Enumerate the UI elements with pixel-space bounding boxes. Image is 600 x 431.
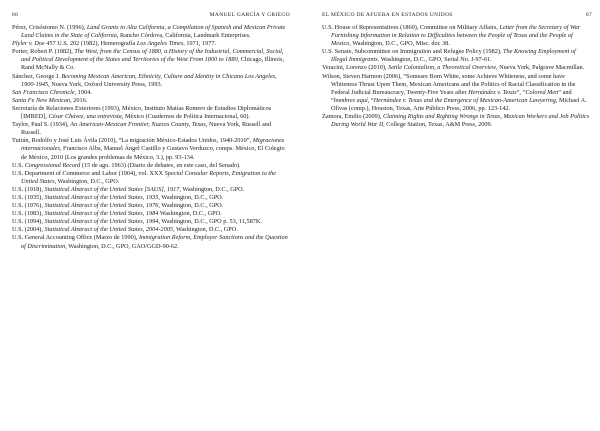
entry-text: Secretaría de Relaciones Exteriores (1993), México, Instituto Matías Romero de Estudios Diplomáticos [IMRED], <box>12 104 272 121</box>
bibliography-entry <box>12 218 290 226</box>
entry-text: (15 de ago. 1963) (Diario de debates, en este caso, del Senado). <box>80 161 241 169</box>
entry-title-italic: Congressional Record <box>24 161 81 169</box>
entry-title-italic: César Chávez, una entrevista <box>48 113 122 121</box>
entry-title-italic: Statistical Abstract of the United States [SAUS], 1917 <box>44 185 180 193</box>
entry-text: , College Station, Texas, A&M Press, 2009. <box>383 121 493 129</box>
entry-text: , Nueva York, Russell and Russell. <box>21 121 271 137</box>
entry-text: , 1904. <box>74 88 92 96</box>
entry-text: U.S. Senate, Subcommittee on Immigration and Refugee Policy (1982), <box>322 48 504 56</box>
entry-text: Washington, D.C., GPO. <box>158 210 222 218</box>
bibliography-entry <box>322 48 592 64</box>
entry-text: ” and “ <box>331 88 572 104</box>
entry-title-italic: Settle Colonialism, a Theoretical Overview <box>388 64 497 72</box>
entry-text: U.S. (1983), <box>12 210 45 218</box>
entry-text: Sánchez, George J. <box>12 72 62 80</box>
entry-title-italic: Statistical Abstract of the United States, 2004-2005 <box>44 226 173 234</box>
entry-title-italic: Claiming Rights and Righting Wrongs in Texas, Mexican Workers and Job Politics During World War II <box>331 113 590 129</box>
entry-text: U.S. General Accounting Office (Marzo de 1990), <box>12 234 139 242</box>
entry-text: U.S. House of Representatives (1860), Committee on Military Affairs, <box>322 24 500 31</box>
entry-text: , Washington, D.C., GPO. <box>158 193 224 201</box>
bibliography-entry <box>12 170 290 186</box>
entry-title-italic: Letter from the Secretary of War Furnishing Information in Relation to Difficulties between the People of Texas and the People of Mexico <box>331 24 581 48</box>
entry-text: U.S. (1976), <box>12 202 45 210</box>
entry-text: , Francisco Alba, Manuel Ángel Castillo y Gustavo Verduzco, comps. México, El Colegio de México, 2010 (Los grandes problemas de México, 3.), pp. 93-134. <box>21 145 285 161</box>
bibliography-entry <box>12 194 290 202</box>
entry-text: , Nueva York, Palgrave Macmillan. <box>496 64 585 72</box>
entry-title-italic: Hernández v. Texas <box>468 88 517 96</box>
entry-text: Porter, Robert P. (1882), <box>12 48 75 56</box>
entry-title-italic: Colored Men <box>525 88 559 96</box>
entry-text: , Washington, D.C., GPO, GAO/GGD-90-62. <box>65 242 179 250</box>
entry-text: Pérez, Crisóstomo N. (1996), <box>12 24 87 31</box>
entry-text: Zamora, Emilio (2009), <box>322 113 383 121</box>
bibliography-entry <box>12 186 290 194</box>
entry-text: , Washington, D.C., GPO, Misc. doc 38. <box>349 40 450 48</box>
entry-text: U.S. <box>12 161 25 169</box>
running-head-title: EL MÉXICO DE AFUERA EN ESTADOS UNIDOS <box>322 12 453 18</box>
bibliography-entry <box>12 210 290 218</box>
entry-text: , Michael A. Olivas (comp.), Houston, Texas, Arte Público Press, 2006, pp. 123-142. <box>331 96 587 112</box>
bibliography-entry <box>12 24 290 40</box>
entry-text: , Washington, D.C., GPO. <box>179 185 245 193</box>
running-head <box>322 12 592 22</box>
bibliography-entry <box>12 137 290 161</box>
entry-title-italic: Statistical Abstract of the United States, 1984 <box>44 210 159 218</box>
entry-title-italic: Plyler v. Doe <box>12 40 45 48</box>
entry-text: 457 U.S. 202 (1982), Hemerografía <box>44 40 137 48</box>
bibliography-entry <box>12 105 290 121</box>
bibliography-entry <box>322 113 592 129</box>
entry-title-italic: San Francisco Chronicle <box>12 88 75 96</box>
entry-text: ”, “ <box>516 88 526 96</box>
bibliography-entry <box>322 73 592 113</box>
entry-title-italic: Hernández v. Texas and the Emergence of Mexican-American Lawyering <box>373 96 556 104</box>
bibliography-entry <box>12 234 290 250</box>
entry-title-italic: Statistical Abstract of the United States, 1976 <box>44 202 159 210</box>
entry-text: , 2016. <box>70 96 88 104</box>
entry-text: , Rancho Córdova, California, Landmark Enterprises. <box>116 32 251 40</box>
bibliography-entry <box>12 121 290 137</box>
entry-text: , 1971, 1977. <box>183 40 217 48</box>
entry-title-italic: The West, from the Census of 1880, a History of the Industrial, Commercial, Social, and Political Development of the States and Territories of the West From 1800 to 1880 <box>21 48 284 64</box>
entry-title-italic: Immigration Reform, Employer Sanctions and the Question of Discrimination <box>21 234 288 250</box>
entry-text: , Nueva York, Oxford University Press, 1993. <box>48 80 163 88</box>
bibliography-entry <box>322 24 592 48</box>
entry-text: , Chicago, Illinois, Rand McNally & Co. <box>21 56 285 72</box>
entry-text: , Washington, D.C., GPO. <box>158 202 224 210</box>
entry-title-italic: Statistical Abstract of the United States, 1994 <box>44 218 159 226</box>
bibliography-entry <box>12 48 290 72</box>
entry-text: , Washington, D.C., GPO. <box>54 177 120 185</box>
entry-text: U.S. (1994), <box>12 218 45 226</box>
bibliography-entry <box>12 73 290 89</box>
entry-text: Taylor, Paul S. (1934), <box>12 121 71 129</box>
entry-text: U.S. (1935), <box>12 193 45 201</box>
entry-text: , Washington, D.C., GPO p. 53, 11,587K. <box>158 218 262 226</box>
bibliography-list <box>322 24 592 129</box>
running-head-author: MANUEL GARCÍA Y GRIEGO <box>209 12 290 18</box>
entry-text: . Washington, D.C., GPO, Serial No. J-97-61. <box>377 56 492 64</box>
bibliography-entry <box>12 40 290 48</box>
entry-text: U.S. (1918), <box>12 185 45 193</box>
entry-text: , Washington, D.C., GPO. <box>173 226 238 234</box>
entry-title-italic: Special Consular Reports, Emigration to the United States <box>21 169 277 185</box>
entry-text: , “ <box>367 96 374 104</box>
entry-text: Wilson, Steven Harmon (2006), “Someare Born White, some Achieve Whiteness, and some have Whiteness Thrust Upon Them, Mexican Americans and the Politics of Racial Classification in the Federal Judicial Bureaucracy, Twenty-Five Years after <box>322 72 576 96</box>
entry-text: U.S. (2004), <box>12 226 45 234</box>
page-number: 66 <box>12 12 19 18</box>
entry-text: Tuirán, Rodolfo y José Luis Ávila (2010), “La migración México-Estados Unidos, 1940-2010”, <box>12 137 253 145</box>
entry-text: U.S. Department of Commerce and Labor (1904), vol. XXX <box>12 169 165 177</box>
entry-title-italic: Becoming Mexican American, Ethnicity, Culture and Identity in Chicano Los Angeles, 1900-1945 <box>21 72 277 88</box>
entry-title-italic: Los Angeles Times <box>136 40 184 48</box>
bibliography-entry <box>322 64 592 72</box>
entry-title-italic: The Knowing Employment of Illegal Immigrants <box>331 48 576 64</box>
right-page <box>300 0 600 431</box>
bibliography-entry <box>12 97 290 105</box>
bibliography-entry <box>12 202 290 210</box>
entry-title-italic: hombres aquí <box>333 96 368 104</box>
entry-title-italic: Land Grants in Alta California, a Compilation of Spanish and Mexican Private Land Claims in the State of California <box>21 24 286 40</box>
bibliography-entry <box>12 89 290 97</box>
entry-text: Veracini, Lorenzo (2010), <box>322 64 389 72</box>
page-number: 67 <box>585 12 592 18</box>
entry-title-italic: Statistical Abstract of the United States, 1935 <box>44 193 159 201</box>
bibliography-entry <box>12 226 290 234</box>
bibliography-entry <box>12 162 290 170</box>
entry-title-italic: An American-Mexican Frontier, Nueces County, Texas <box>70 121 206 129</box>
entry-title-italic: Santa Fe New Mexican <box>12 96 71 104</box>
running-head <box>12 12 290 22</box>
entry-text: , México (Cuadernos de Política Internacional, 60). <box>121 113 251 121</box>
bibliography-list <box>12 24 290 251</box>
entry-title-italic: Migraciones internacionales <box>21 137 285 153</box>
